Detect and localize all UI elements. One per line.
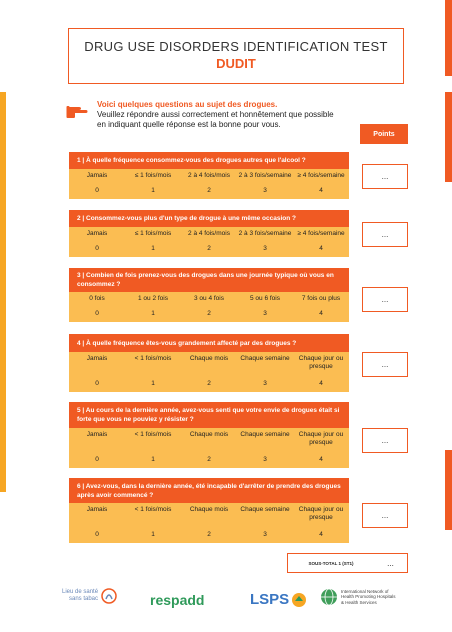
option-label: Chaque semaine <box>240 355 290 362</box>
edge-bar-lower <box>445 450 452 530</box>
answer-option[interactable] <box>237 352 293 392</box>
option-label: Chaque jour ou presque <box>298 431 344 446</box>
question-text: 1 | À quelle fréquence consommez-vous des drogues autres que l'alcool ? <box>69 152 349 169</box>
option-label: < 1 fois/mois <box>134 355 172 362</box>
option-label: 2 à 4 fois/mois <box>188 230 230 237</box>
option-score: 3 <box>263 380 267 387</box>
title-box <box>68 28 404 84</box>
option-score: 0 <box>95 310 99 317</box>
question-text: 6 | Avez-vous, dans la dernière année, été incapable d'arrêter de prendre des drogues après avoir commencé ? <box>69 478 349 503</box>
option-label: Jamais <box>86 506 108 513</box>
option-label: Chaque mois <box>189 355 229 362</box>
answer-option[interactable] <box>181 169 237 199</box>
option-score: 4 <box>319 456 323 463</box>
option-label: ≥ 4 fois/semaine <box>297 172 345 179</box>
lsps-logo <box>250 591 307 608</box>
answer-option[interactable] <box>125 227 181 257</box>
option-score: 2 <box>207 245 211 252</box>
option-score: 3 <box>263 187 267 194</box>
answer-option[interactable] <box>293 169 349 199</box>
question-2 <box>69 210 349 257</box>
question-text: 3 | Combien de fois prenez-vous des drogues dans une journée typique où vous en consommez ? <box>69 268 349 292</box>
intro-body: Veuillez répondre aussi correctement et honnêtement que possible en indiquant quelle réponse est la bonne pour vous. <box>97 110 334 129</box>
option-label: Chaque semaine <box>240 506 290 513</box>
option-label: ≤ 1 fois/mois <box>134 230 172 237</box>
option-score: 3 <box>263 531 267 538</box>
option-score: 3 <box>263 456 267 463</box>
answer-option[interactable] <box>293 503 349 543</box>
answer-option[interactable] <box>125 169 181 199</box>
option-score: 0 <box>95 456 99 463</box>
edge-bar-left <box>0 92 6 492</box>
question-1 <box>69 152 349 199</box>
points-answer-box[interactable]: ... <box>362 352 408 377</box>
option-label: Chaque mois <box>189 506 229 513</box>
option-label: < 1 fois/mois <box>134 431 172 438</box>
option-label: 2 à 4 fois/mois <box>188 172 230 179</box>
option-score: 2 <box>207 380 211 387</box>
page-title: DRUG USE DISORDERS IDENTIFICATION TEST <box>84 39 388 54</box>
answer-options <box>69 428 349 468</box>
answer-option[interactable] <box>69 428 125 468</box>
answer-options <box>69 352 349 392</box>
answer-option[interactable] <box>237 503 293 543</box>
question-6 <box>69 478 349 543</box>
intro-heading: Voici quelques questions au sujet des drogues. <box>97 100 278 109</box>
question-text: 4 | À quelle fréquence êtes-vous grandement affecté par des drogues ? <box>69 334 349 352</box>
answer-options <box>69 292 349 322</box>
answer-option[interactable] <box>69 292 125 322</box>
option-label: Chaque semaine <box>240 431 290 438</box>
option-score: 0 <box>95 245 99 252</box>
option-score: 0 <box>95 380 99 387</box>
answer-option[interactable] <box>237 227 293 257</box>
intro-text <box>97 100 342 130</box>
option-score: 4 <box>319 380 323 387</box>
option-label: 0 fois <box>89 295 105 302</box>
option-label: Chaque mois <box>189 431 229 438</box>
option-label: Jamais <box>86 230 108 237</box>
option-label: 1 ou 2 fois <box>138 295 168 302</box>
option-label: 7 fois ou plus <box>301 295 341 302</box>
option-label: Chaque jour ou presque <box>298 355 344 370</box>
answer-option[interactable] <box>237 428 293 468</box>
answer-option[interactable] <box>125 428 181 468</box>
option-label: Chaque jour ou presque <box>298 506 344 521</box>
answer-options <box>69 503 349 543</box>
answer-option[interactable] <box>69 503 125 543</box>
globe-icon <box>320 588 338 606</box>
answer-options <box>69 227 349 257</box>
answer-option[interactable] <box>293 292 349 322</box>
answer-option[interactable] <box>181 227 237 257</box>
option-score: 3 <box>263 310 267 317</box>
subtotal-value[interactable]: ... <box>387 558 394 568</box>
answer-option[interactable] <box>237 169 293 199</box>
answer-options <box>69 169 349 199</box>
points-answer-box[interactable]: ... <box>362 503 408 528</box>
option-score: 0 <box>95 531 99 538</box>
option-score: 4 <box>319 310 323 317</box>
lsps-logo-text: LSPS <box>250 591 290 608</box>
option-score: 1 <box>151 245 155 252</box>
option-label: ≤ 1 fois/mois <box>134 172 172 179</box>
respadd-logo: respadd <box>150 592 205 608</box>
option-score: 1 <box>151 456 155 463</box>
network-line1: International Network of <box>341 588 389 594</box>
subtotal-label: SOUS-TOTAL 1 (ST1) <box>308 560 354 566</box>
page-subtitle: DUDIT <box>216 56 256 71</box>
network-line2: Health Promoting Hospitals <box>341 594 396 600</box>
option-score: 2 <box>207 531 211 538</box>
option-label: Jamais <box>86 431 108 438</box>
answer-option[interactable] <box>69 352 125 392</box>
question-5 <box>69 402 349 468</box>
answer-option[interactable] <box>181 428 237 468</box>
answer-option[interactable] <box>125 352 181 392</box>
option-score: 3 <box>263 245 267 252</box>
answer-option[interactable] <box>181 503 237 543</box>
question-text: 2 | Consommez-vous plus d'un type de drogue à une même occasion ? <box>69 210 349 227</box>
option-score: 4 <box>319 245 323 252</box>
hph-network-logo <box>320 588 396 606</box>
option-label: Jamais <box>86 172 108 179</box>
option-label: < 1 fois/mois <box>134 506 172 513</box>
option-score: 1 <box>151 187 155 194</box>
option-label: 2 à 3 fois/semaine <box>238 230 292 237</box>
option-score: 0 <box>95 187 99 194</box>
lieu-sante-logo <box>62 588 117 604</box>
option-score: 1 <box>151 531 155 538</box>
answer-option[interactable] <box>125 503 181 543</box>
option-label: Jamais <box>86 355 108 362</box>
option-score: 4 <box>319 187 323 194</box>
points-answer-box[interactable]: ... <box>362 287 408 312</box>
lieu-logo-line1: Lieu de santé <box>62 589 99 595</box>
network-line3: & Health Services <box>341 599 377 605</box>
answer-option[interactable] <box>69 227 125 257</box>
points-column-header: Points <box>360 124 408 144</box>
points-answer-box[interactable]: ... <box>362 164 408 189</box>
option-score: 2 <box>207 187 211 194</box>
answer-option[interactable] <box>293 352 349 392</box>
option-score: 4 <box>319 531 323 538</box>
answer-option[interactable] <box>69 169 125 199</box>
question-text: 5 | Au cours de la dernière année, avez-vous senti que votre envie de drogues était si forte que vous ne pouviez y résister ? <box>69 402 349 428</box>
option-score: 1 <box>151 310 155 317</box>
pointing-hand-icon <box>66 101 88 119</box>
option-score: 2 <box>207 310 211 317</box>
lieu-logo-line2: sans tabac <box>69 596 99 602</box>
points-answer-box[interactable]: ... <box>362 222 408 247</box>
answer-option[interactable] <box>293 227 349 257</box>
points-answer-box[interactable]: ... <box>362 428 408 453</box>
question-4 <box>69 334 349 392</box>
lsps-logo-icon <box>291 592 307 608</box>
option-label: 5 ou 6 fois <box>250 295 280 302</box>
lieu-sante-icon <box>101 588 117 604</box>
answer-option[interactable] <box>181 292 237 322</box>
question-3 <box>69 268 349 322</box>
option-score: 2 <box>207 456 211 463</box>
option-label: ≥ 4 fois/semaine <box>297 230 345 237</box>
answer-option[interactable] <box>237 292 293 322</box>
answer-option[interactable] <box>125 292 181 322</box>
answer-option[interactable] <box>181 352 237 392</box>
edge-bar-middle <box>445 92 452 182</box>
option-label: 2 à 3 fois/semaine <box>238 172 292 179</box>
option-label: 3 ou 4 fois <box>194 295 224 302</box>
edge-bar-top <box>445 0 452 76</box>
subtotal-box <box>287 553 408 573</box>
option-score: 1 <box>151 380 155 387</box>
answer-option[interactable] <box>293 428 349 468</box>
